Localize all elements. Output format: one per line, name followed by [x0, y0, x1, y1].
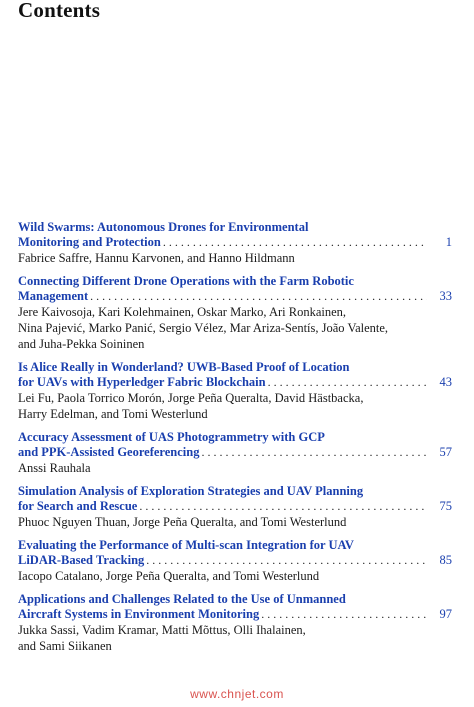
- toc-entry[interactable]: [18, 219, 452, 266]
- author-line: and Sami Siikanen: [18, 639, 112, 653]
- chapter-title-line[interactable]: Wild Swarms: Autonomous Drones for Environmental: [18, 220, 309, 234]
- chapter-title-line[interactable]: and PPK-Assisted Georeferencing: [18, 445, 200, 459]
- author-line: Fabrice Saffre, Hannu Karvonen, and Hanno Hildmann: [18, 251, 295, 265]
- toc-entry[interactable]: [18, 483, 452, 530]
- chapter-authors: [18, 390, 452, 422]
- chapter-authors: [18, 250, 452, 266]
- chapter-title-line[interactable]: Connecting Different Drone Operations with the Farm Robotic: [18, 274, 354, 288]
- chapter-authors: [18, 622, 452, 654]
- table-of-contents: [18, 219, 452, 661]
- dot-leader: [201, 445, 427, 460]
- dot-leader: [163, 235, 427, 250]
- author-line: Phuoc Nguyen Thuan, Jorge Peña Queralta, and Tomi Westerlund: [18, 515, 347, 529]
- chapter-title-row[interactable]: [18, 445, 452, 460]
- author-line: Harry Edelman, and Tomi Westerlund: [18, 407, 208, 421]
- chapter-title-row[interactable]: [18, 553, 452, 568]
- chapter-title-line[interactable]: Management: [18, 289, 89, 303]
- chapter-authors: [18, 460, 452, 476]
- page-number[interactable]: 33: [439, 289, 452, 303]
- page-title: Contents: [18, 0, 101, 22]
- page-number[interactable]: 43: [439, 375, 452, 389]
- dot-leader: [139, 499, 427, 514]
- chapter-title-line[interactable]: Is Alice Really in Wonderland? UWB-Based Proof of Location: [18, 360, 350, 374]
- author-line: Anssi Rauhala: [18, 461, 91, 475]
- chapter-authors: [18, 568, 452, 584]
- toc-entry[interactable]: [18, 273, 452, 352]
- author-line: Iacopo Catalano, Jorge Peña Queralta, and Tomi Westerlund: [18, 569, 320, 583]
- dot-leader: [261, 607, 427, 622]
- author-line: and Juha-Pekka Soininen: [18, 337, 145, 351]
- chapter-title-line[interactable]: Simulation Analysis of Exploration Strategies and UAV Planning: [18, 484, 364, 498]
- chapter-title-line[interactable]: Evaluating the Performance of Multi-scan Integration for UAV: [18, 538, 354, 552]
- page-number[interactable]: 97: [439, 607, 452, 621]
- author-line: Jukka Sassi, Vadim Kramar, Matti Mõttus, Olli Ihalainen,: [18, 623, 306, 637]
- dot-leader: [268, 375, 427, 390]
- chapter-title-line[interactable]: Aircraft Systems in Environment Monitoring: [18, 607, 260, 621]
- chapter-title-line[interactable]: LiDAR-Based Tracking: [18, 553, 145, 567]
- chapter-title-row[interactable]: [18, 235, 452, 250]
- watermark: www.chnjet.com: [190, 687, 284, 701]
- page-number[interactable]: 75: [439, 499, 452, 513]
- chapter-authors: [18, 304, 452, 352]
- dot-leader: [146, 553, 427, 568]
- chapter-title-row[interactable]: [18, 607, 452, 622]
- chapter-title-row[interactable]: [18, 375, 452, 390]
- chapter-title-line[interactable]: for Search and Rescue: [18, 499, 138, 513]
- page-number[interactable]: 57: [439, 445, 452, 459]
- toc-entry[interactable]: [18, 537, 452, 584]
- chapter-authors: [18, 514, 452, 530]
- author-line: Jere Kaivosoja, Kari Kolehmainen, Oskar Marko, Ari Ronkainen,: [18, 305, 347, 319]
- page-number[interactable]: 1: [445, 235, 452, 249]
- chapter-title-line[interactable]: for UAVs with Hyperledger Fabric Blockchain: [18, 375, 266, 389]
- toc-entry[interactable]: [18, 591, 452, 654]
- chapter-title-line[interactable]: Accuracy Assessment of UAS Photogrammetry with GCP: [18, 430, 325, 444]
- chapter-title-row[interactable]: [18, 289, 452, 304]
- toc-entry[interactable]: [18, 429, 452, 476]
- chapter-title-row[interactable]: [18, 499, 452, 514]
- chapter-title-line[interactable]: Monitoring and Protection: [18, 235, 161, 249]
- dot-leader: [90, 289, 427, 304]
- chapter-title-line[interactable]: Applications and Challenges Related to the Use of Unmanned: [18, 592, 346, 606]
- toc-entry[interactable]: [18, 359, 452, 422]
- author-line: Lei Fu, Paola Torrico Morón, Jorge Peña Queralta, David Hästbacka,: [18, 391, 364, 405]
- author-line: Nina Pajević, Marko Panić, Sergio Vélez, Mar Ariza-Sentís, João Valente,: [18, 321, 389, 335]
- page-number[interactable]: 85: [439, 553, 452, 567]
